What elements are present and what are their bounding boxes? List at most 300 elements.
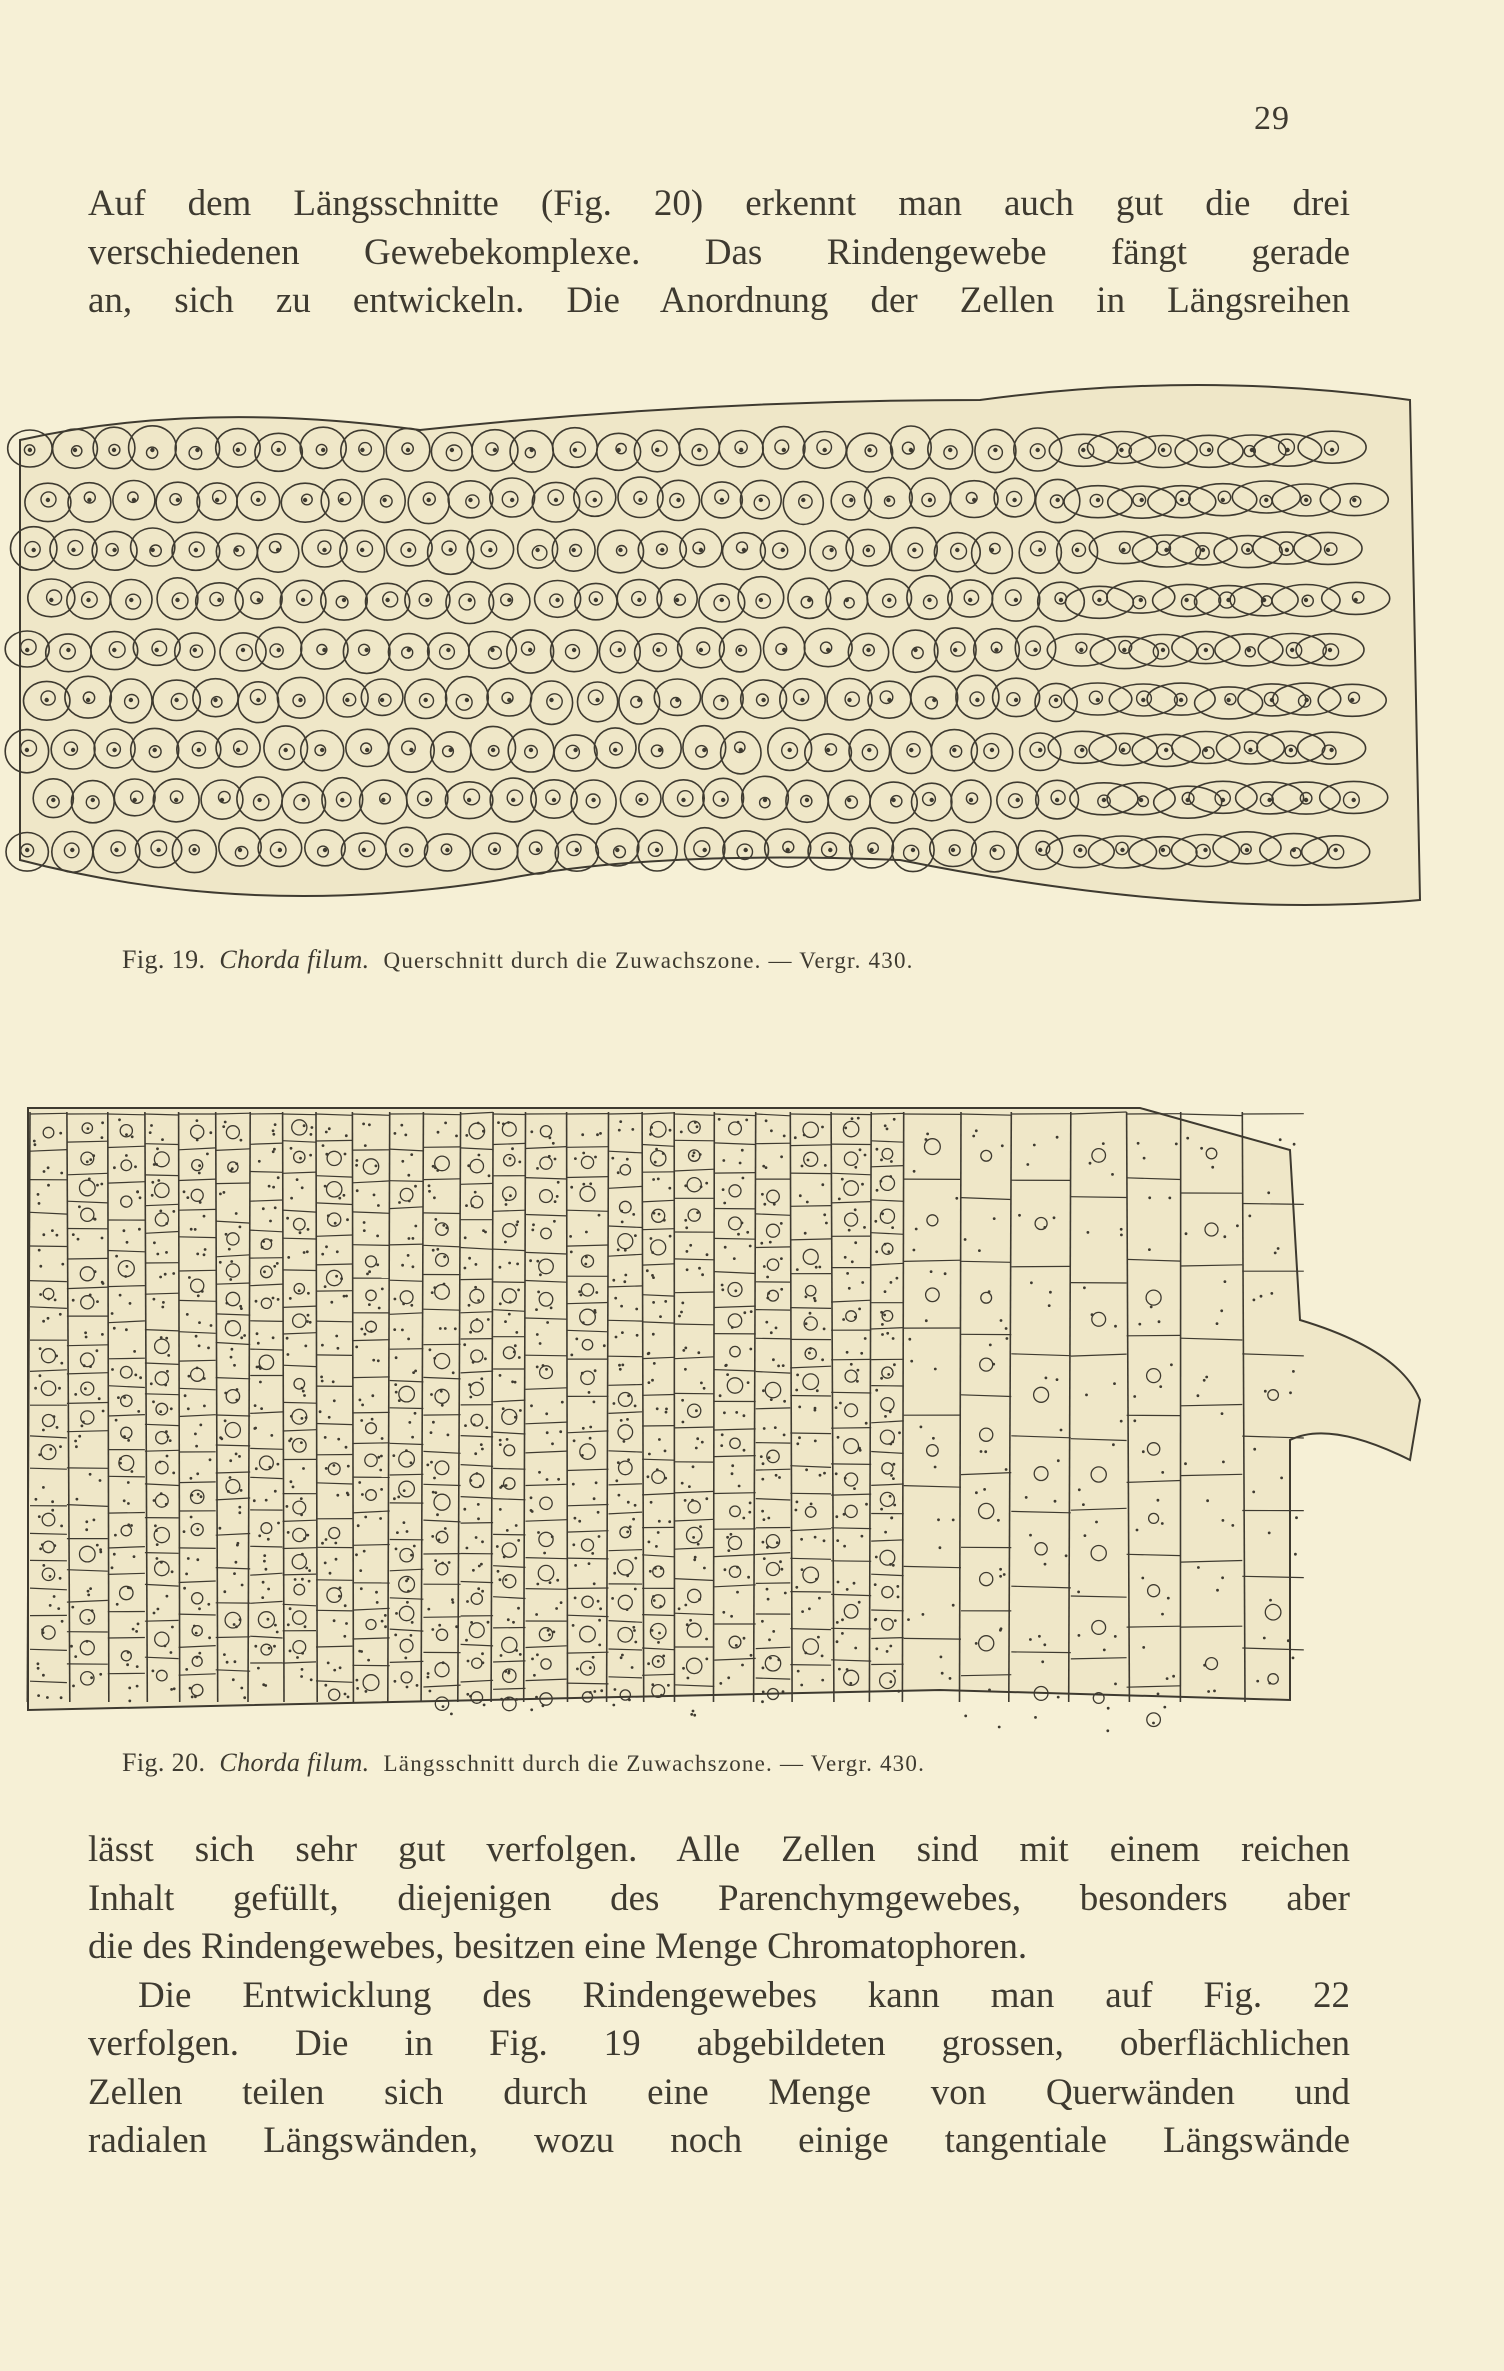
nucleolus <box>800 698 804 702</box>
chromatophore <box>983 1488 986 1491</box>
chromatophore <box>226 1661 229 1664</box>
chromatophore <box>783 1434 786 1437</box>
chromatophore <box>296 1656 299 1659</box>
chromatophore <box>722 1611 725 1614</box>
nucleolus <box>655 448 659 452</box>
chromatophore <box>737 1121 740 1124</box>
chromatophore <box>749 1245 752 1248</box>
chromatophore <box>863 1226 866 1229</box>
chromatophore <box>166 1455 169 1458</box>
chromatophore <box>234 1660 237 1663</box>
cell-wall <box>390 1244 424 1245</box>
chromatophore <box>629 1525 632 1528</box>
chromatophore <box>554 1200 557 1203</box>
chromatophore <box>548 1155 551 1158</box>
chromatophore <box>529 1259 532 1262</box>
chromatophore <box>505 1199 508 1202</box>
chromatophore <box>511 1380 514 1383</box>
nucleolus <box>1140 498 1144 502</box>
chromatophore <box>857 1369 860 1372</box>
chromatophore <box>1056 1378 1059 1381</box>
chromatophore <box>592 1656 595 1659</box>
cell-wall <box>390 1474 424 1475</box>
chromatophore <box>1277 1247 1280 1250</box>
nucleolus <box>1059 598 1063 602</box>
chromatophore <box>801 1568 804 1571</box>
nucleolus <box>1102 798 1106 802</box>
chromatophore <box>324 1285 327 1288</box>
chromatophore <box>464 1267 467 1270</box>
chromatophore <box>480 1377 483 1380</box>
chromatophore <box>185 1668 188 1671</box>
nucleolus <box>360 448 364 452</box>
chromatophore <box>233 1364 236 1367</box>
chromatophore <box>468 1304 471 1307</box>
chromatophore <box>545 1412 548 1415</box>
chromatophore <box>338 1197 341 1200</box>
chromatophore <box>593 1401 596 1404</box>
chromatophore <box>1287 1639 1290 1642</box>
chromatophore <box>684 1219 687 1222</box>
chromatophore <box>127 1651 130 1654</box>
chromatophore <box>198 1652 201 1655</box>
chromatophore <box>364 1333 367 1336</box>
chromatophore <box>705 1638 708 1641</box>
chromatophore <box>665 1411 668 1414</box>
chromatophore <box>191 1494 194 1497</box>
chromatophore <box>355 1553 358 1556</box>
nucleolus <box>1122 648 1126 652</box>
chromatophore <box>310 1678 313 1681</box>
chromatophore <box>412 1237 415 1240</box>
chromatophore <box>875 1389 878 1392</box>
chromatophore <box>223 1653 226 1656</box>
chromatophore <box>371 1418 374 1421</box>
nucleolus <box>1097 598 1101 602</box>
chromatophore <box>804 1232 807 1235</box>
chromatophore <box>682 1667 685 1670</box>
chromatophore <box>477 1122 480 1125</box>
chromatophore <box>430 1393 433 1396</box>
nucleolus <box>298 698 302 702</box>
chromatophore <box>237 1542 240 1545</box>
chromatophore <box>688 1485 691 1488</box>
nucleolus <box>193 648 197 652</box>
chromatophore <box>761 1510 764 1513</box>
chromatophore <box>890 1517 893 1520</box>
chromatophore <box>438 1538 441 1541</box>
chromatophore <box>434 1218 437 1221</box>
chromatophore <box>128 1687 131 1690</box>
chromatophore <box>613 1402 616 1405</box>
nucleolus <box>1180 498 1184 502</box>
nucleolus <box>365 748 369 752</box>
chromatophore <box>992 1363 995 1366</box>
chromatophore <box>330 1301 333 1304</box>
cell-wall <box>831 1114 871 1115</box>
nucleolus <box>1292 848 1296 852</box>
chromatophore <box>889 1645 892 1648</box>
chromatophore <box>116 1603 119 1606</box>
chromatophore <box>617 1171 620 1174</box>
chromatophore <box>74 1655 77 1658</box>
chromatophore <box>203 1377 206 1380</box>
chromatophore <box>1253 1299 1256 1302</box>
chromatophore <box>955 1197 958 1200</box>
chromatophore <box>481 1540 484 1543</box>
chromatophore <box>375 1591 378 1594</box>
chromatophore <box>487 1318 490 1321</box>
chromatophore <box>325 1131 328 1134</box>
chromatophore <box>407 1254 410 1257</box>
chromatophore <box>554 1158 557 1161</box>
chromatophore <box>627 1394 630 1397</box>
nucleolus <box>1305 698 1309 702</box>
chromatophore <box>1207 1690 1210 1693</box>
chromatophore <box>472 1569 475 1572</box>
chromatophore <box>505 1578 508 1581</box>
chromatophore <box>86 1640 89 1643</box>
chromatophore <box>203 1253 206 1256</box>
cell-wall <box>831 1428 871 1429</box>
chromatophore <box>743 1637 746 1640</box>
chromatophore <box>543 1552 546 1555</box>
chromatophore <box>1280 1477 1283 1480</box>
chromatophore <box>268 1466 271 1469</box>
cell-wall <box>108 1112 109 1702</box>
nucleolus <box>507 698 511 702</box>
chromatophore <box>404 1657 407 1660</box>
nucleolus <box>869 848 873 852</box>
cell-wall <box>216 1113 251 1114</box>
chromatophore <box>241 1584 244 1587</box>
chromatophore <box>398 1399 401 1402</box>
chromatophore <box>322 1144 325 1147</box>
chromatophore <box>362 1123 365 1126</box>
chromatophore <box>884 1124 887 1127</box>
chromatophore <box>926 1133 929 1136</box>
chromatophore <box>799 1194 802 1197</box>
chromatophore <box>336 1494 339 1497</box>
chromatophore <box>335 1275 338 1278</box>
chromatophore <box>1236 1224 1239 1227</box>
chromatophore <box>187 1557 190 1560</box>
chromatophore <box>650 1237 653 1240</box>
chromatophore <box>809 1347 812 1350</box>
text-line: an, sich zu entwickeln. Die Anordnung der Zellen in Längsreihen <box>88 280 1350 321</box>
nucleolus <box>528 648 532 652</box>
chromatophore <box>400 1124 403 1127</box>
chromatophore <box>724 1568 727 1571</box>
chromatophore <box>470 1621 473 1624</box>
chromatophore <box>85 1528 88 1531</box>
cell-wall <box>1071 1197 1127 1198</box>
chromatophore <box>287 1353 290 1356</box>
chromatophore <box>747 1381 750 1384</box>
chromatophore <box>240 1687 243 1690</box>
text-line: radialen Längswänden, wozu noch einige tangentiale Längswände <box>88 2120 1350 2161</box>
chromatophore <box>884 1531 887 1534</box>
cell-wall <box>831 1528 871 1529</box>
chromatophore <box>445 1226 448 1229</box>
nucleolus <box>71 748 75 752</box>
chromatophore <box>585 1256 588 1259</box>
chromatophore <box>481 1652 484 1655</box>
chromatophore <box>327 1214 330 1217</box>
nucleolus <box>153 748 157 752</box>
chromatophore <box>536 1366 539 1369</box>
chromatophore <box>499 1486 502 1489</box>
chromatophore <box>731 1464 734 1467</box>
chromatophore <box>631 1666 634 1669</box>
chromatophore <box>1111 1173 1114 1176</box>
chromatophore <box>656 1468 659 1471</box>
chromatophore <box>193 1625 196 1628</box>
chromatophore <box>889 1495 892 1498</box>
chromatophore <box>1113 1382 1116 1385</box>
nucleolus <box>572 548 576 552</box>
chromatophore <box>1120 1234 1123 1237</box>
chromatophore <box>235 1399 238 1402</box>
chromatophore <box>478 1154 481 1157</box>
chromatophore <box>934 1368 937 1371</box>
chromatophore <box>134 1374 137 1377</box>
chromatophore <box>500 1654 503 1657</box>
chromatophore <box>307 1228 310 1231</box>
chromatophore <box>844 1256 847 1259</box>
nucleolus <box>1245 848 1249 852</box>
cell-wall <box>352 1245 389 1246</box>
nucleolus <box>1012 498 1016 502</box>
cell-wall <box>609 1356 643 1357</box>
chromatophore <box>1197 1566 1200 1569</box>
chromatophore <box>887 1250 890 1253</box>
chromatophore <box>632 1626 635 1629</box>
chromatophore <box>300 1441 303 1444</box>
chromatophore <box>932 1437 935 1440</box>
chromatophore <box>88 1178 91 1181</box>
cell-wall <box>756 1310 791 1311</box>
cell-wall <box>390 1181 424 1182</box>
chromatophore <box>805 1295 808 1298</box>
chromatophore <box>170 1651 173 1654</box>
cell-wall <box>567 1112 568 1702</box>
nucleolus <box>407 548 411 552</box>
chromatophore <box>891 1226 894 1229</box>
chromatophore <box>765 1119 768 1122</box>
chromatophore <box>517 1289 520 1292</box>
chromatophore <box>778 1476 781 1479</box>
cell-wall <box>352 1412 389 1413</box>
chromatophore <box>837 1581 840 1584</box>
chromatophore <box>553 1631 556 1634</box>
nucleolus <box>1221 798 1225 802</box>
chromatophore <box>42 1486 45 1489</box>
chromatophore <box>761 1478 764 1481</box>
chromatophore <box>667 1684 670 1687</box>
chromatophore <box>634 1588 637 1591</box>
chromatophore <box>361 1404 364 1407</box>
chromatophore <box>881 1212 884 1215</box>
chromatophore <box>259 1367 262 1370</box>
chromatophore <box>537 1291 540 1294</box>
chromatophore <box>507 1618 510 1621</box>
chromatophore <box>273 1265 276 1268</box>
chromatophore <box>890 1281 893 1284</box>
cell-wall <box>714 1173 755 1174</box>
chromatophore <box>769 1657 772 1660</box>
chromatophore <box>599 1132 602 1135</box>
chromatophore <box>254 1427 257 1430</box>
chromatophore <box>207 1347 210 1350</box>
chromatophore <box>750 1654 753 1657</box>
chromatophore <box>395 1356 398 1359</box>
chromatophore <box>989 1344 992 1347</box>
chromatophore <box>363 1229 366 1232</box>
cell-wall <box>609 1320 643 1321</box>
chromatophore <box>615 1479 618 1482</box>
nucleolus <box>424 698 428 702</box>
chromatophore <box>151 1194 154 1197</box>
chromatophore <box>450 1713 453 1716</box>
chromatophore <box>233 1623 236 1626</box>
chromatophore <box>823 1539 826 1542</box>
chromatophore <box>167 1354 170 1357</box>
chromatophore <box>614 1297 617 1300</box>
text-line: verfolgen. Die in Fig. 19 abgebildeten grossen, oberflächlichen <box>88 2023 1350 2064</box>
nucleolus <box>928 498 932 502</box>
cell-wall <box>316 1580 352 1581</box>
nucleolus <box>866 648 870 652</box>
chromatophore <box>892 1337 895 1340</box>
chromatophore <box>770 1331 773 1334</box>
chromatophore <box>375 1165 378 1168</box>
chromatophore <box>739 1162 742 1165</box>
chromatophore <box>129 1587 132 1590</box>
chromatophore <box>1161 1613 1164 1616</box>
chromatophore <box>473 1423 476 1426</box>
chromatophore <box>693 1558 696 1561</box>
chromatophore <box>701 1441 704 1444</box>
chromatophore <box>668 1520 671 1523</box>
chromatophore <box>1138 1323 1141 1326</box>
chromatophore <box>1026 1163 1029 1166</box>
nucleolus <box>595 698 599 702</box>
chromatophore <box>503 1556 506 1559</box>
cell-wall <box>108 1114 145 1115</box>
chromatophore <box>405 1449 408 1452</box>
chromatophore <box>38 1453 41 1456</box>
chromatophore <box>263 1560 266 1563</box>
nucleolus <box>303 498 307 502</box>
chromatophore <box>765 1321 768 1324</box>
chromatophore <box>54 1299 57 1302</box>
chromatophore <box>603 1344 606 1347</box>
chromatophore <box>209 1131 212 1134</box>
cell-wall <box>283 1238 316 1239</box>
chromatophore <box>761 1193 764 1196</box>
cell-wall <box>283 1548 316 1549</box>
nucleolus <box>468 598 472 602</box>
chromatophore <box>37 1662 40 1665</box>
chromatophore <box>164 1384 167 1387</box>
chromatophore <box>1253 1448 1256 1451</box>
chromatophore <box>940 1656 943 1659</box>
chromatophore <box>1268 1682 1271 1685</box>
nucleolus <box>151 548 155 552</box>
chromatophore <box>127 1481 130 1484</box>
chromatophore <box>406 1686 409 1689</box>
tissue-outline <box>28 1108 1420 1710</box>
chromatophore <box>658 1520 661 1523</box>
chromatophore <box>582 1427 585 1430</box>
nucleolus <box>759 498 763 502</box>
chromatophore <box>89 1587 92 1590</box>
chromatophore <box>239 1305 242 1308</box>
chromatophore <box>1041 1660 1044 1663</box>
chromatophore <box>854 1316 857 1319</box>
chromatophore <box>269 1220 272 1223</box>
chromatophore <box>101 1121 104 1124</box>
chromatophore <box>133 1555 136 1558</box>
chromatophore <box>157 1608 160 1611</box>
chromatophore <box>74 1440 77 1443</box>
chromatophore <box>357 1524 360 1527</box>
nucleolus <box>788 748 792 752</box>
chromatophore <box>204 1248 207 1251</box>
chromatophore <box>1263 1637 1266 1640</box>
chromatophore <box>85 1336 88 1339</box>
chromatophore <box>657 1660 660 1663</box>
chromatophore <box>694 1556 697 1559</box>
chromatophore <box>441 1404 444 1407</box>
nucleolus <box>1081 448 1085 452</box>
chromatophore <box>1264 1390 1267 1393</box>
chromatophore <box>75 1445 78 1448</box>
chromatophore <box>411 1621 414 1624</box>
chromatophore <box>300 1513 303 1516</box>
nucleolus <box>886 498 890 502</box>
chromatophore <box>277 1522 280 1525</box>
chromatophore <box>835 1472 838 1475</box>
nucleolus <box>826 648 830 652</box>
chromatophore <box>333 1464 336 1467</box>
chromatophore <box>584 1263 587 1266</box>
chromatophore <box>892 1564 895 1567</box>
chromatophore <box>839 1402 842 1405</box>
cell-wall <box>790 1114 831 1115</box>
cell-wall <box>390 1349 424 1350</box>
chromatophore <box>185 1573 188 1576</box>
cell-wall <box>461 1523 494 1524</box>
chromatophore <box>333 1619 336 1622</box>
chromatophore <box>1222 1519 1225 1522</box>
chromatophore <box>650 1126 653 1129</box>
chromatophore <box>414 1225 417 1228</box>
nucleolus <box>615 848 619 852</box>
chromatophore <box>816 1389 819 1392</box>
chromatophore <box>705 1182 708 1185</box>
chromatophore <box>159 1461 162 1464</box>
chromatophore <box>208 1636 211 1639</box>
chromatophore <box>548 1633 551 1636</box>
nucleolus <box>1221 498 1225 502</box>
figure-description: Querschnitt durch die Zuwachszone. — Vergr. 430. <box>383 948 914 973</box>
chromatophore <box>747 1576 750 1579</box>
nucleolus <box>1161 848 1165 852</box>
chromatophore <box>539 1342 542 1345</box>
chromatophore <box>123 1435 126 1438</box>
